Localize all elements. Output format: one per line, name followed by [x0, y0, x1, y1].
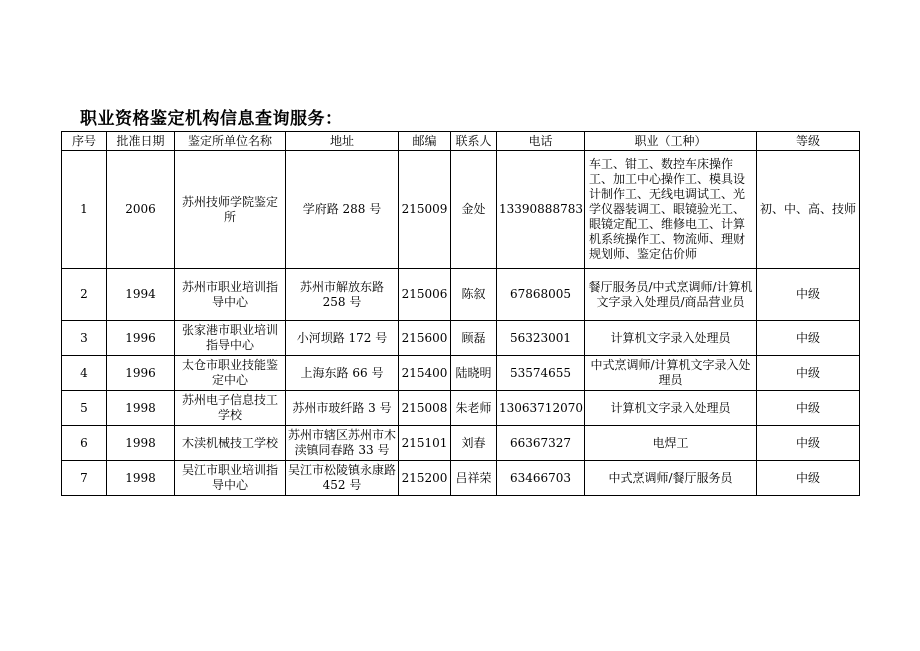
cell-zip: 215101 — [399, 426, 451, 461]
cell-phone: 66367327 — [497, 426, 585, 461]
cell-level: 中级 — [757, 426, 860, 461]
cell-contact: 刘春 — [451, 426, 497, 461]
cell-phone: 63466703 — [497, 461, 585, 496]
cell-zip: 215006 — [399, 269, 451, 321]
table-row — [62, 321, 860, 356]
cell-org: 吴江市职业培训指导中心 — [175, 461, 286, 496]
col-header-phone: 电话 — [497, 132, 585, 151]
cell-jobs: 计算机文字录入处理员 — [585, 391, 757, 426]
cell-phone: 13063712070 — [497, 391, 585, 426]
cell-jobs: 计算机文字录入处理员 — [585, 321, 757, 356]
cell-no: 3 — [62, 321, 107, 356]
cell-level: 中级 — [757, 356, 860, 391]
col-header-jobs: 职业（工种） — [585, 132, 757, 151]
cell-contact: 陆晓明 — [451, 356, 497, 391]
cell-level: 中级 — [757, 269, 860, 321]
cell-jobs: 中式烹调师/餐厅服务员 — [585, 461, 757, 496]
col-header-zip: 邮编 — [399, 132, 451, 151]
cell-contact: 朱老师 — [451, 391, 497, 426]
cell-date: 2006 — [107, 151, 175, 269]
cell-zip: 215200 — [399, 461, 451, 496]
institution-table — [61, 131, 860, 496]
cell-contact: 金处 — [451, 151, 497, 269]
cell-address: 苏州市解放东路 258 号 — [286, 269, 399, 321]
header-row — [62, 132, 860, 151]
col-header-org: 鉴定所单位名称 — [175, 132, 286, 151]
cell-address: 上海东路 66 号 — [286, 356, 399, 391]
cell-level: 中级 — [757, 391, 860, 426]
cell-date: 1994 — [107, 269, 175, 321]
cell-jobs: 车工、钳工、数控车床操作工、加工中心操作工、模具设计制作工、无线电调试工、光学仪器装调工、眼镜验光工、眼镜定配工、维修电工、计算机系统操作工、物流师、理财规划师、鉴定估价师 — [585, 151, 757, 269]
cell-org: 苏州市职业培训指导中心 — [175, 269, 286, 321]
cell-jobs: 电焊工 — [585, 426, 757, 461]
col-header-date: 批准日期 — [107, 132, 175, 151]
cell-org: 木渎机械技工学校 — [175, 426, 286, 461]
cell-address: 苏州市玻纤路 3 号 — [286, 391, 399, 426]
cell-level: 初、中、高、技师 — [757, 151, 860, 269]
cell-date: 1996 — [107, 356, 175, 391]
cell-date: 1998 — [107, 391, 175, 426]
cell-org: 苏州技师学院鉴定所 — [175, 151, 286, 269]
col-header-contact: 联系人 — [451, 132, 497, 151]
cell-jobs: 中式烹调师/计算机文字录入处理员 — [585, 356, 757, 391]
cell-zip: 215400 — [399, 356, 451, 391]
cell-contact: 陈叙 — [451, 269, 497, 321]
cell-address: 苏州市辖区苏州市木渎镇同春路 33 号 — [286, 426, 399, 461]
page-title: 职业资格鉴定机构信息查询服务： — [80, 109, 343, 129]
table-row — [62, 391, 860, 426]
cell-address: 吴江市松陵镇永康路 452 号 — [286, 461, 399, 496]
cell-zip: 215600 — [399, 321, 451, 356]
cell-org: 苏州电子信息技工学校 — [175, 391, 286, 426]
cell-date: 1998 — [107, 426, 175, 461]
cell-contact: 顾磊 — [451, 321, 497, 356]
cell-zip: 215009 — [399, 151, 451, 269]
cell-no: 4 — [62, 356, 107, 391]
cell-level: 中级 — [757, 461, 860, 496]
col-header-level: 等级 — [757, 132, 860, 151]
table-row — [62, 461, 860, 496]
cell-date: 1998 — [107, 461, 175, 496]
cell-phone: 13390888783 — [497, 151, 585, 269]
cell-org: 太仓市职业技能鉴定中心 — [175, 356, 286, 391]
table-row — [62, 426, 860, 461]
cell-no: 5 — [62, 391, 107, 426]
cell-level: 中级 — [757, 321, 860, 356]
table-row — [62, 356, 860, 391]
cell-phone: 53574655 — [497, 356, 585, 391]
cell-zip: 215008 — [399, 391, 451, 426]
cell-phone: 56323001 — [497, 321, 585, 356]
table-row — [62, 151, 860, 269]
cell-no: 1 — [62, 151, 107, 269]
table-row — [62, 269, 860, 321]
cell-phone: 67868005 — [497, 269, 585, 321]
cell-contact: 吕祥荣 — [451, 461, 497, 496]
cell-no: 2 — [62, 269, 107, 321]
col-header-address: 地址 — [286, 132, 399, 151]
cell-no: 7 — [62, 461, 107, 496]
cell-date: 1996 — [107, 321, 175, 356]
cell-org: 张家港市职业培训指导中心 — [175, 321, 286, 356]
col-header-no: 序号 — [62, 132, 107, 151]
cell-jobs: 餐厅服务员/中式烹调师/计算机文字录入处理员/商品营业员 — [585, 269, 757, 321]
cell-address: 小河坝路 172 号 — [286, 321, 399, 356]
cell-no: 6 — [62, 426, 107, 461]
cell-address: 学府路 288 号 — [286, 151, 399, 269]
